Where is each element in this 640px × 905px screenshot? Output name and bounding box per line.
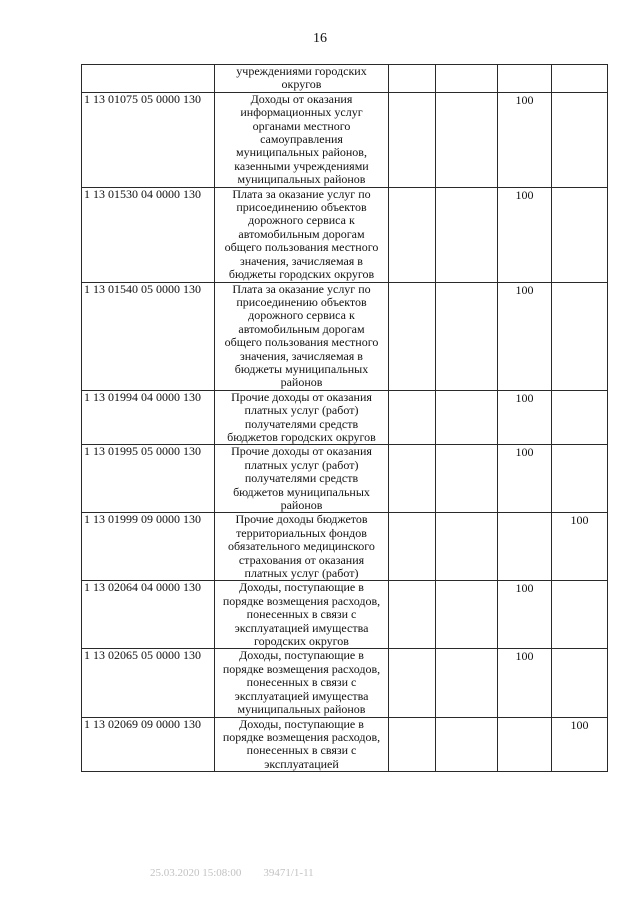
norm-col2-cell xyxy=(498,187,552,282)
revenue-code-cell: 1 13 01994 04 0000 130 xyxy=(82,390,215,445)
norm-col3-cell xyxy=(552,390,608,445)
revenue-name-line: муниципальных районов xyxy=(237,702,366,717)
norm-value: 100 xyxy=(515,649,534,664)
table-row xyxy=(82,65,608,93)
revenue-name-line: порядке возмещения расходов, xyxy=(222,729,381,744)
table-row xyxy=(82,187,608,282)
blank-column-cell xyxy=(389,445,436,513)
revenue-name-cell xyxy=(215,390,389,445)
table-row xyxy=(82,445,608,513)
revenue-name-line: информационных услуг xyxy=(240,105,363,120)
blank-column-cell xyxy=(389,187,436,282)
revenue-name-line: присоединению объектов xyxy=(236,200,367,215)
norm-col1-cell xyxy=(436,282,498,390)
blank-column-cell xyxy=(389,513,436,581)
revenue-name-cell xyxy=(215,649,389,717)
revenue-name-line: районов xyxy=(280,375,323,390)
revenue-name-line: общего пользования местного xyxy=(224,240,379,255)
revenue-name-line: получателями средств xyxy=(244,416,359,431)
blank-column-cell xyxy=(389,65,436,93)
revenue-name-line: общего пользования местного xyxy=(224,335,379,350)
revenue-table xyxy=(81,64,608,772)
norm-col1-cell xyxy=(436,513,498,581)
norm-value: 100 xyxy=(515,445,534,460)
norm-col1-cell xyxy=(436,92,498,187)
norm-col2-cell xyxy=(498,717,552,772)
revenue-name-line: Прочие доходы от оказания xyxy=(231,389,372,404)
norm-col2-cell xyxy=(498,581,552,649)
table-row xyxy=(82,92,608,187)
revenue-code-cell: 1 13 01999 09 0000 130 xyxy=(82,513,215,581)
blank-column-cell xyxy=(389,717,436,772)
table-row xyxy=(82,649,608,717)
revenue-name-line: дорожного сервиса к xyxy=(248,213,355,228)
norm-col1-cell xyxy=(436,187,498,282)
norm-col2-cell xyxy=(498,65,552,93)
page-number: 16 xyxy=(313,31,327,46)
norm-col1-cell xyxy=(436,65,498,93)
revenue-name-line: муниципальных районов xyxy=(237,172,366,187)
revenue-name-line: дорожного сервиса к xyxy=(248,308,355,323)
blank-column-cell xyxy=(389,649,436,717)
norm-value: 100 xyxy=(515,282,534,297)
blank-column-cell xyxy=(389,581,436,649)
norm-col3-cell xyxy=(552,65,608,93)
norm-col1-cell xyxy=(436,581,498,649)
revenue-name-line: Плата за оказание услуг по xyxy=(232,281,371,296)
revenue-code-cell: 1 13 01530 04 0000 130 xyxy=(82,187,215,282)
revenue-code-cell xyxy=(82,65,215,93)
norm-value: 100 xyxy=(570,513,589,528)
norm-col3-cell xyxy=(552,581,608,649)
revenue-name-line: порядке возмещения расходов, xyxy=(222,593,381,608)
revenue-name-line: автомобильным дорогам xyxy=(238,321,365,336)
table-row xyxy=(82,513,608,581)
norm-col3-cell xyxy=(552,513,608,581)
norm-col1-cell xyxy=(436,390,498,445)
revenue-name-cell xyxy=(215,581,389,649)
revenue-name-line: городских округов xyxy=(254,634,349,649)
revenue-name-cell xyxy=(215,282,389,390)
revenue-code-cell: 1 13 01995 05 0000 130 xyxy=(82,445,215,513)
revenue-name-line: муниципальных районов, xyxy=(236,145,367,160)
norm-value: 100 xyxy=(515,390,534,405)
revenue-name-line: получателями средств xyxy=(244,471,359,486)
revenue-name-line: территориальных фондов xyxy=(236,525,367,540)
footer-stamp xyxy=(150,867,314,879)
revenue-name-line: платных услуг (работ) xyxy=(244,403,359,418)
norm-col3-cell xyxy=(552,717,608,772)
revenue-name-line: округов xyxy=(281,77,322,92)
revenue-name-line: органами местного xyxy=(252,118,351,133)
revenue-code-cell: 1 13 01075 05 0000 130 xyxy=(82,92,215,187)
norm-col1-cell xyxy=(436,649,498,717)
revenue-name-line: Доходы от оказания xyxy=(250,91,353,106)
revenue-name-line: платных услуг (работ) xyxy=(244,566,359,581)
norm-col2-cell xyxy=(498,92,552,187)
norm-col2-cell xyxy=(498,390,552,445)
table-row xyxy=(82,282,608,390)
revenue-name-cell xyxy=(215,187,389,282)
norm-col3-cell xyxy=(552,187,608,282)
norm-col2-cell xyxy=(498,513,552,581)
revenue-name-line: значения, зачисляемая в xyxy=(240,253,363,268)
revenue-name-line: учреждениями городских xyxy=(236,64,367,78)
revenue-name-cell xyxy=(215,65,389,93)
table-row xyxy=(82,717,608,772)
revenue-name-line: платных услуг (работ) xyxy=(244,457,359,472)
revenue-name-line: Плата за оказание услуг по xyxy=(232,186,371,201)
revenue-name-line: Доходы, поступающие в xyxy=(239,648,364,663)
norm-col2-cell xyxy=(498,649,552,717)
norm-col1-cell xyxy=(436,717,498,772)
norm-col1-cell xyxy=(436,445,498,513)
norm-col3-cell xyxy=(552,282,608,390)
revenue-name-cell xyxy=(215,92,389,187)
blank-column-cell xyxy=(389,282,436,390)
norm-col2-cell xyxy=(498,282,552,390)
revenue-name-line: значения, зачисляемая в xyxy=(240,348,363,363)
norm-value: 100 xyxy=(515,581,534,596)
revenue-name-line: Прочие доходы от оказания xyxy=(231,444,372,459)
norm-col3-cell xyxy=(552,649,608,717)
norm-value: 100 xyxy=(515,187,534,202)
revenue-code-cell: 1 13 02069 09 0000 130 xyxy=(82,717,215,772)
table-row xyxy=(82,390,608,445)
footer-timestamp: 25.03.2020 15:08:00 xyxy=(150,867,242,879)
norm-col3-cell xyxy=(552,92,608,187)
revenue-name-line: эксплуатацией имущества xyxy=(234,620,369,635)
footer-doc-id: 39471/1-11 xyxy=(263,867,314,879)
revenue-name-line: обязательного медицинского xyxy=(228,539,375,554)
revenue-name-line: понесенных в связи с xyxy=(246,743,357,758)
revenue-name-line: Прочие доходы бюджетов xyxy=(235,512,368,527)
revenue-name-line: бюджетов городских округов xyxy=(227,429,376,444)
revenue-code-cell: 1 13 01540 05 0000 130 xyxy=(82,282,215,390)
revenue-name-line: бюджеты городских округов xyxy=(228,267,375,282)
revenue-name-line: порядке возмещения расходов, xyxy=(222,661,381,676)
revenue-name-line: автомобильным дорогам xyxy=(238,226,365,241)
blank-column-cell xyxy=(389,390,436,445)
revenue-code-cell: 1 13 02065 05 0000 130 xyxy=(82,649,215,717)
norm-col2-cell xyxy=(498,445,552,513)
revenue-name-cell xyxy=(215,717,389,772)
revenue-name-line: самоуправления xyxy=(260,132,343,147)
revenue-name-cell xyxy=(215,445,389,513)
table-body xyxy=(82,65,608,772)
norm-value: 100 xyxy=(515,92,534,107)
revenue-name-line: понесенных в связи с xyxy=(246,675,357,690)
table-row xyxy=(82,581,608,649)
revenue-code-cell: 1 13 02064 04 0000 130 xyxy=(82,581,215,649)
revenue-name-line: бюджетов муниципальных xyxy=(233,484,370,499)
norm-value: 100 xyxy=(570,717,589,732)
revenue-name-line: страхования от оказания xyxy=(238,552,365,567)
revenue-name-line: понесенных в связи с xyxy=(246,607,357,622)
revenue-name-line: Доходы, поступающие в xyxy=(239,580,364,595)
norm-col3-cell xyxy=(552,445,608,513)
revenue-name-line: казенными учреждениями xyxy=(234,158,369,173)
revenue-name-cell xyxy=(215,513,389,581)
revenue-name-line: Доходы, поступающие в xyxy=(239,716,364,731)
blank-column-cell xyxy=(389,92,436,187)
revenue-name-line: эксплуатацией имущества xyxy=(234,688,369,703)
revenue-name-line: районов xyxy=(280,498,323,512)
revenue-name-line: присоединению объектов xyxy=(236,294,367,309)
revenue-name-line: бюджеты муниципальных xyxy=(234,361,369,376)
revenue-name-line: эксплуатацией xyxy=(264,756,339,771)
